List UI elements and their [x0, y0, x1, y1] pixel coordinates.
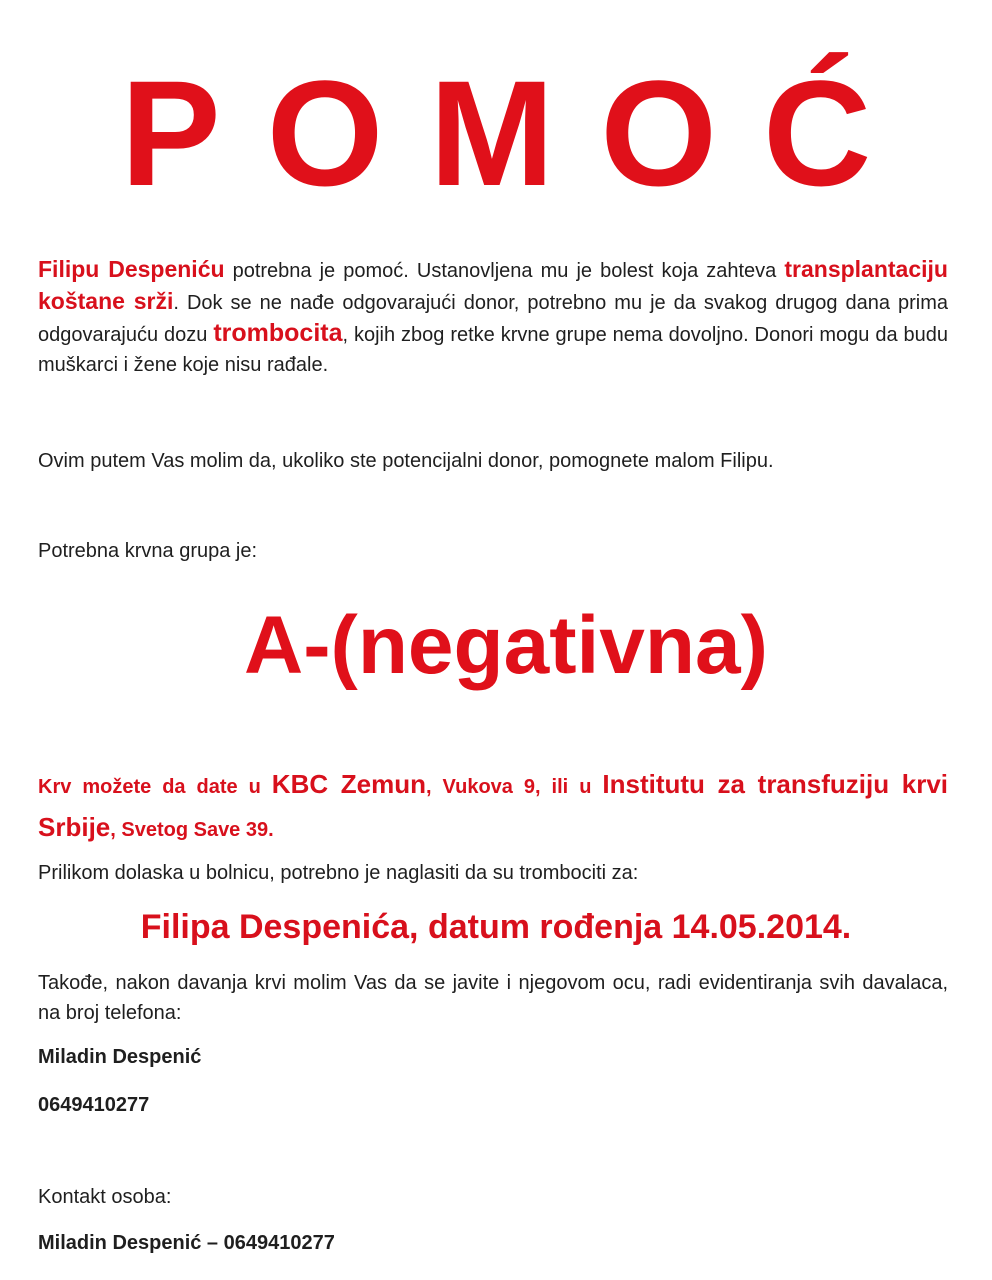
father-phone: 0649410277: [38, 1094, 150, 1116]
contact-line: Miladin Despenić – 0649410277: [38, 1232, 335, 1254]
father-name: Miladin Despenić: [38, 1046, 202, 1068]
donation-locations: [38, 764, 948, 850]
kbc-zemun: KBC Zemun: [271, 769, 426, 799]
page-title: POMOĆ: [120, 49, 918, 217]
donation-text-2: , Vukova 9, ili u: [426, 776, 603, 798]
contact-label: Kontakt osoba:: [38, 1186, 172, 1208]
platelets-highlight: trombocita: [213, 319, 343, 347]
patient-name: Filipu Despeniću: [38, 256, 225, 282]
institute-name: Institutu za transfuziju krvi Srbije: [38, 769, 949, 842]
patient-line: Filipa Despenića, datum rođenja 14.05.2014.: [140, 908, 852, 946]
blood-group-label: Potrebna krvna grupa je:: [38, 540, 258, 562]
contact-note: Takođe, nakon davanja krvi molim Vas da se javite i njegovom ocu, radi evidentiranja svih davalaca, na broj telefona:: [38, 972, 948, 1024]
blood-group-value: A-(negativna): [244, 600, 768, 691]
transplant-highlight: transplantaciju koštane srži: [38, 256, 948, 314]
intro-text-1: potrebna je pomoć. Ustanovljena mu je bolest koja zahteva: [224, 260, 785, 282]
donation-text-1: Krv možete da date u: [38, 776, 272, 798]
intro-paragraph: [38, 254, 948, 380]
appeal-text: Ovim putem Vas molim da, ukoliko ste potencijalni donor, pomognete malom Filipu.: [38, 450, 774, 472]
donation-text-3: , Svetog Save 39.: [110, 819, 274, 841]
arrival-note: Prilikom dolaska u bolnicu, potrebno je naglasiti da su trombociti za:: [38, 862, 639, 884]
intro-text-2: . Dok se ne nađe odgovarajući donor, potrebno mu je da svakog drugog dana prima odgovarajuću dozu: [38, 292, 948, 346]
intro-text-3: , kojih zbog retke krvne grupe nema dovoljno. Donori mogu da budu muškarci i žene koje nisu rađale.: [38, 324, 948, 376]
